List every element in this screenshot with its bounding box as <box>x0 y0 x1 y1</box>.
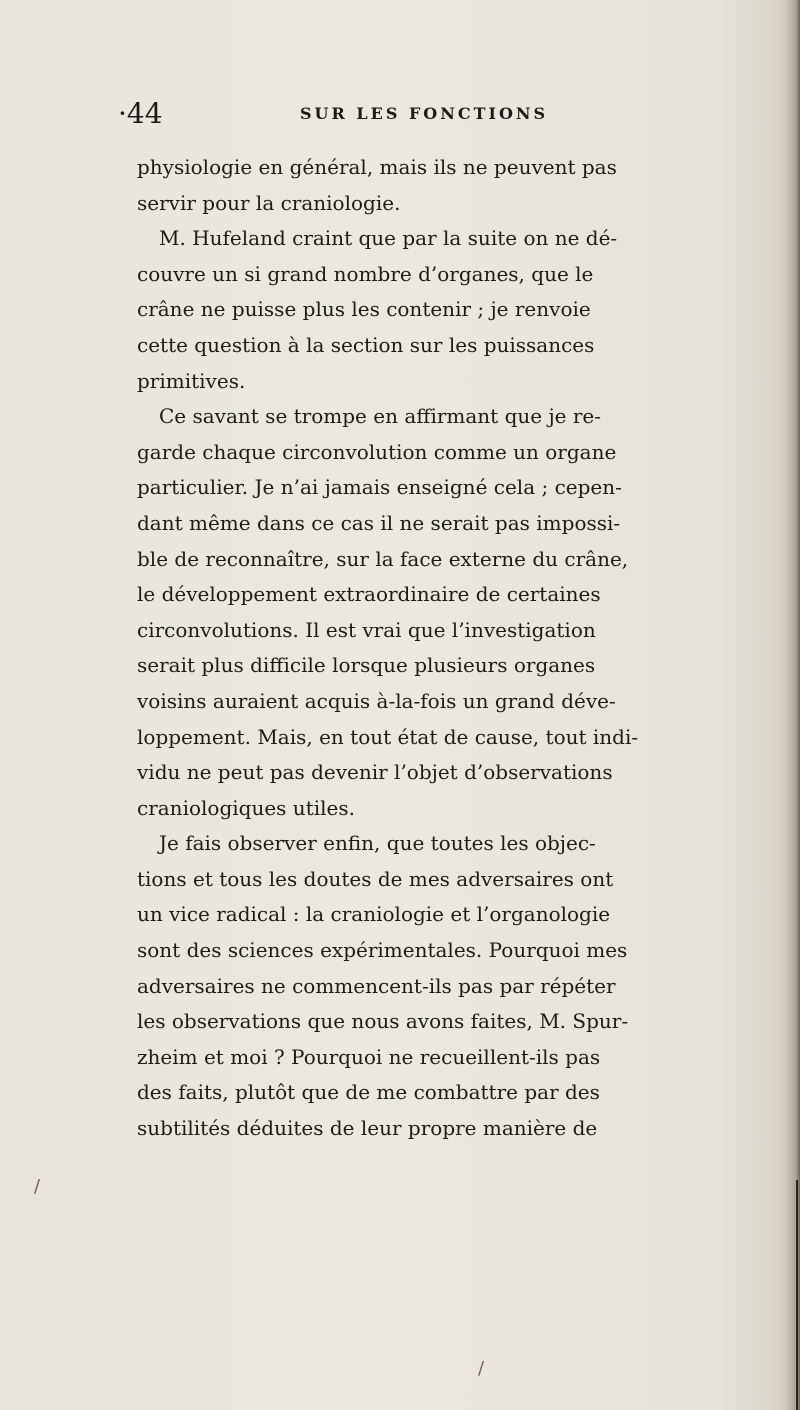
text-line: le développement extraordinaire de certaines <box>137 582 601 607</box>
pencil-mark: / <box>478 1358 485 1379</box>
text-line: subtilités déduites de leur propre manière de <box>137 1116 598 1141</box>
text-line: couvre un si grand nombre d’organes, que le <box>137 261 594 286</box>
text-line: zheim et moi ? Pourquoi ne recueillent-ils pas <box>137 1044 601 1069</box>
text-line: M. Hufeland craint que par la suite on ne dé- <box>159 226 618 251</box>
pencil-mark: / <box>34 1176 41 1197</box>
text-line: dant même dans ce cas il ne serait pas impossi- <box>137 510 621 535</box>
page-header <box>118 96 598 136</box>
text-line: servir pour la craniologie. <box>137 190 401 215</box>
text-line: circonvolutions. Il est vrai que l’investigation <box>137 617 596 642</box>
text-line: Je fais observer enfin, que toutes les objec- <box>159 831 596 856</box>
text-line: des faits, plutôt que de me combattre par des <box>137 1080 600 1105</box>
text-line: primitives. <box>137 368 246 393</box>
text-line: vidu ne peut pas devenir l’objet d’observations <box>137 760 613 785</box>
text-line: serait plus difficile lorsque plusieurs organes <box>137 653 596 678</box>
text-line: un vice radical : la craniologie et l’organologie <box>137 902 611 927</box>
text-line: craniologiques utiles. <box>137 795 355 820</box>
text-line: Ce savant se trompe en affirmant que je re- <box>159 404 601 429</box>
text-line: crâne ne puisse plus les contenir ; je renvoie <box>137 297 591 322</box>
text-line: physiologie en général, mais ils ne peuvent pas <box>137 155 617 179</box>
text-line: garde chaque circonvolution comme un organe <box>137 439 617 464</box>
text-line: adversaires ne commencent-ils pas par répéter <box>137 973 616 998</box>
text-line: tions et tous les doutes de mes adversaires ont <box>137 866 614 891</box>
body-text <box>137 150 757 1147</box>
text-line: particulier. Je n’ai jamais enseigné cela ; cepen- <box>137 475 622 500</box>
text-line: voisins auraient acquis à-la-fois un grand déve- <box>137 688 616 713</box>
page-number: ·44 <box>118 97 163 130</box>
text-line: loppement. Mais, en tout état de cause, tout indi- <box>137 724 639 749</box>
running-head: SUR LES FONCTIONS <box>300 104 549 123</box>
text-line: sont des sciences expérimentales. Pourquoi mes <box>137 938 628 963</box>
page-edge-line <box>796 1180 798 1410</box>
text-line: cette question à la section sur les puissances <box>137 332 595 357</box>
text-line: les observations que nous avons faites, M. Spur- <box>137 1009 629 1034</box>
text-line: ble de reconnaître, sur la face externe du crâne, <box>137 546 629 571</box>
